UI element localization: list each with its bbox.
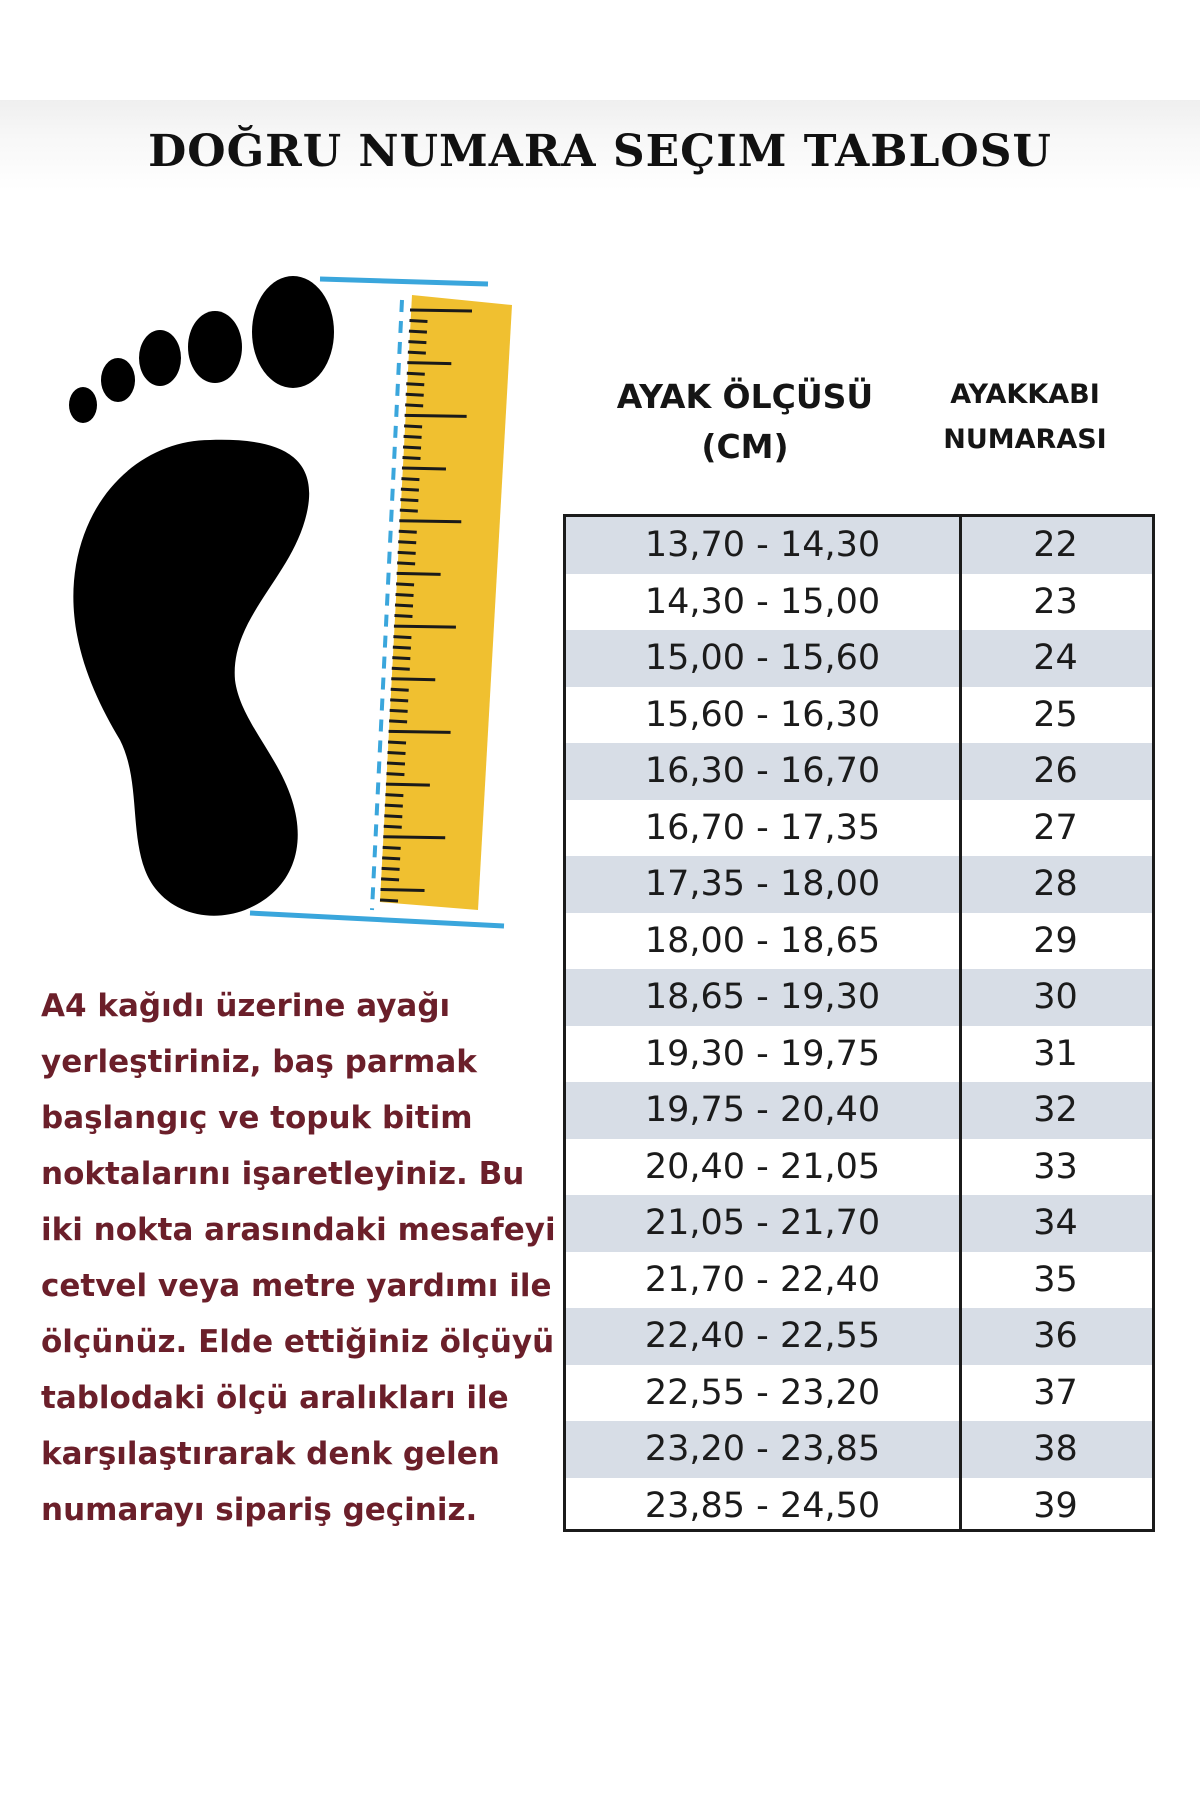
ruler-tick	[382, 858, 400, 859]
ruler-tick	[397, 563, 415, 564]
ruler-tick	[393, 647, 411, 648]
ruler-tick	[396, 584, 414, 585]
foot-length-range: 22,40 - 22,55	[644, 1316, 881, 1357]
ruler-tick	[393, 637, 411, 638]
foot-length-range: 18,00 - 18,65	[644, 920, 881, 961]
ruler-tick	[404, 436, 422, 437]
ruler-tick	[386, 774, 404, 775]
foot-length-range: 17,35 - 18,00	[644, 864, 881, 905]
ruler-tick	[405, 405, 423, 406]
ruler-tick	[396, 594, 414, 595]
foot-length-range: 14,30 - 15,00	[644, 581, 881, 622]
table-row	[566, 1139, 1152, 1196]
ruler-tick	[399, 521, 461, 522]
table-row	[566, 1478, 1152, 1535]
table-row	[566, 856, 1152, 913]
ruler-tick	[408, 352, 426, 353]
table-row	[566, 1195, 1152, 1252]
shoe-size-number: 29	[1033, 920, 1078, 961]
ruler-tick	[389, 721, 407, 722]
ruler-tick	[407, 363, 451, 364]
shoe-size-number: 37	[1033, 1372, 1078, 1413]
ruler-tick	[387, 763, 405, 764]
ruler-tick	[400, 510, 418, 511]
table-row	[566, 1308, 1152, 1365]
ruler-tick	[388, 742, 406, 743]
ruler-tick	[406, 384, 424, 385]
ruler-tick	[390, 710, 408, 711]
foot-length-range: 23,85 - 24,50	[644, 1485, 881, 1526]
ruler-tick	[394, 626, 456, 627]
table-row	[566, 1252, 1152, 1309]
foot-length-range: 15,00 - 15,60	[644, 638, 881, 679]
table-row	[566, 913, 1152, 970]
ruler-tick	[400, 500, 418, 501]
ruler-tick	[381, 879, 399, 880]
ruler-tick	[408, 342, 426, 343]
ruler-tick	[382, 868, 400, 869]
ruler-tick	[388, 753, 406, 754]
shoe-size-number: 32	[1033, 1090, 1078, 1131]
table-row	[566, 1365, 1152, 1422]
shoe-size-number: 35	[1033, 1259, 1078, 1300]
shoe-size-number: 31	[1033, 1033, 1078, 1074]
table-row	[566, 969, 1152, 1026]
ruler-tick	[384, 816, 402, 817]
foot-length-range: 19,75 - 20,40	[644, 1090, 881, 1131]
shoe-size-number: 36	[1033, 1316, 1078, 1357]
size-table-rows	[566, 517, 1152, 1534]
ruler-tick	[392, 658, 410, 659]
ruler-tick	[383, 837, 445, 838]
header-shoe-size: AYAKKABI NUMARASI	[943, 379, 1107, 455]
foot-length-range: 15,60 - 16,30	[644, 694, 881, 735]
table-row	[566, 743, 1152, 800]
header-foot-measure: AYAK ÖLÇÜSÜ (CM)	[616, 377, 874, 466]
ruler-tick	[410, 310, 472, 311]
ruler-tick	[395, 605, 413, 606]
shoe-size-number: 25	[1033, 694, 1078, 735]
shoe-size-number: 30	[1033, 977, 1078, 1018]
foot-length-range: 21,05 - 21,70	[644, 1203, 881, 1244]
table-row	[566, 1421, 1152, 1478]
column-divider	[959, 514, 962, 1532]
ruler-tick	[385, 795, 403, 796]
table-row	[566, 1026, 1152, 1083]
ruler-tick	[394, 616, 412, 617]
table-row	[566, 1082, 1152, 1139]
ruler-tick	[404, 426, 422, 427]
foot-length-range: 22,55 - 23,20	[644, 1372, 881, 1413]
ruler-tick	[392, 668, 410, 669]
foot-length-range: 13,70 - 14,30	[644, 525, 881, 566]
ruler-tick	[406, 394, 424, 395]
ruler-tick	[385, 805, 403, 806]
ruler-tick	[381, 889, 425, 890]
foot-length-range: 23,20 - 23,85	[644, 1429, 881, 1470]
ruler-tick	[409, 331, 427, 332]
shoe-size-number: 33	[1033, 1146, 1078, 1187]
ruler-tick	[403, 447, 421, 448]
ruler-tick	[391, 689, 409, 690]
ruler-tick	[401, 489, 419, 490]
ruler-tick	[405, 415, 467, 416]
foot-length-range: 18,65 - 19,30	[644, 977, 881, 1018]
ruler-tick	[384, 826, 402, 827]
page-title: DOĞRU NUMARA SEÇIM TABLOSU	[148, 126, 1052, 177]
ruler-tick	[397, 573, 441, 574]
table-row	[566, 687, 1152, 744]
table-row	[566, 800, 1152, 857]
foot-measure-illustration	[60, 270, 530, 950]
shoe-size-number: 28	[1033, 864, 1078, 905]
footprint-icon	[69, 276, 334, 916]
shoe-size-number: 23	[1033, 581, 1078, 622]
shoe-size-number: 34	[1033, 1203, 1078, 1244]
shoe-size-number: 38	[1033, 1429, 1078, 1470]
ruler-tick	[399, 531, 417, 532]
foot-length-range: 16,30 - 16,70	[644, 751, 881, 792]
shoe-size-number: 24	[1033, 638, 1078, 679]
foot-length-range: 20,40 - 21,05	[644, 1146, 881, 1187]
ruler-tick	[391, 679, 435, 680]
ruler-tick	[390, 700, 408, 701]
ruler-icon	[380, 295, 512, 910]
table-row	[566, 630, 1152, 687]
foot-length-range: 21,70 - 22,40	[644, 1259, 881, 1300]
table-row	[566, 574, 1152, 631]
ruler-tick	[401, 479, 419, 480]
shoe-size-number: 26	[1033, 751, 1078, 792]
foot-length-range: 19,30 - 19,75	[644, 1033, 881, 1074]
ruler-tick	[398, 542, 416, 543]
foot-length-range: 16,70 - 17,35	[644, 807, 881, 848]
ruler-tick	[389, 731, 451, 732]
ruler-tick	[398, 552, 416, 553]
ruler-tick	[386, 784, 430, 785]
ruler-tick	[403, 458, 421, 459]
ruler-tick	[380, 900, 398, 901]
ruler-tick	[383, 847, 401, 848]
shoe-size-number: 27	[1033, 807, 1078, 848]
shoe-size-number: 39	[1033, 1485, 1078, 1526]
table-row	[566, 517, 1152, 574]
instructions-text: A4 kağıdı üzerine ayağı yerleştiriniz, baş parmak başlangıç ve topuk bitim noktalarını işaretleyiniz. Bu iki nokta arasındaki mesafeyi cetvel veya metre yardımı ile ölçünüz. Elde ettiğiniz ölçüyü tablodaki ölçü aralıkları ile karşılaştırarak denk gelen numarayı sipariş geçiniz.	[41, 988, 556, 1528]
shoe-size-number: 22	[1033, 525, 1078, 566]
ruler-tick	[402, 468, 446, 469]
ruler-tick	[409, 321, 427, 322]
ruler-tick	[407, 373, 425, 374]
